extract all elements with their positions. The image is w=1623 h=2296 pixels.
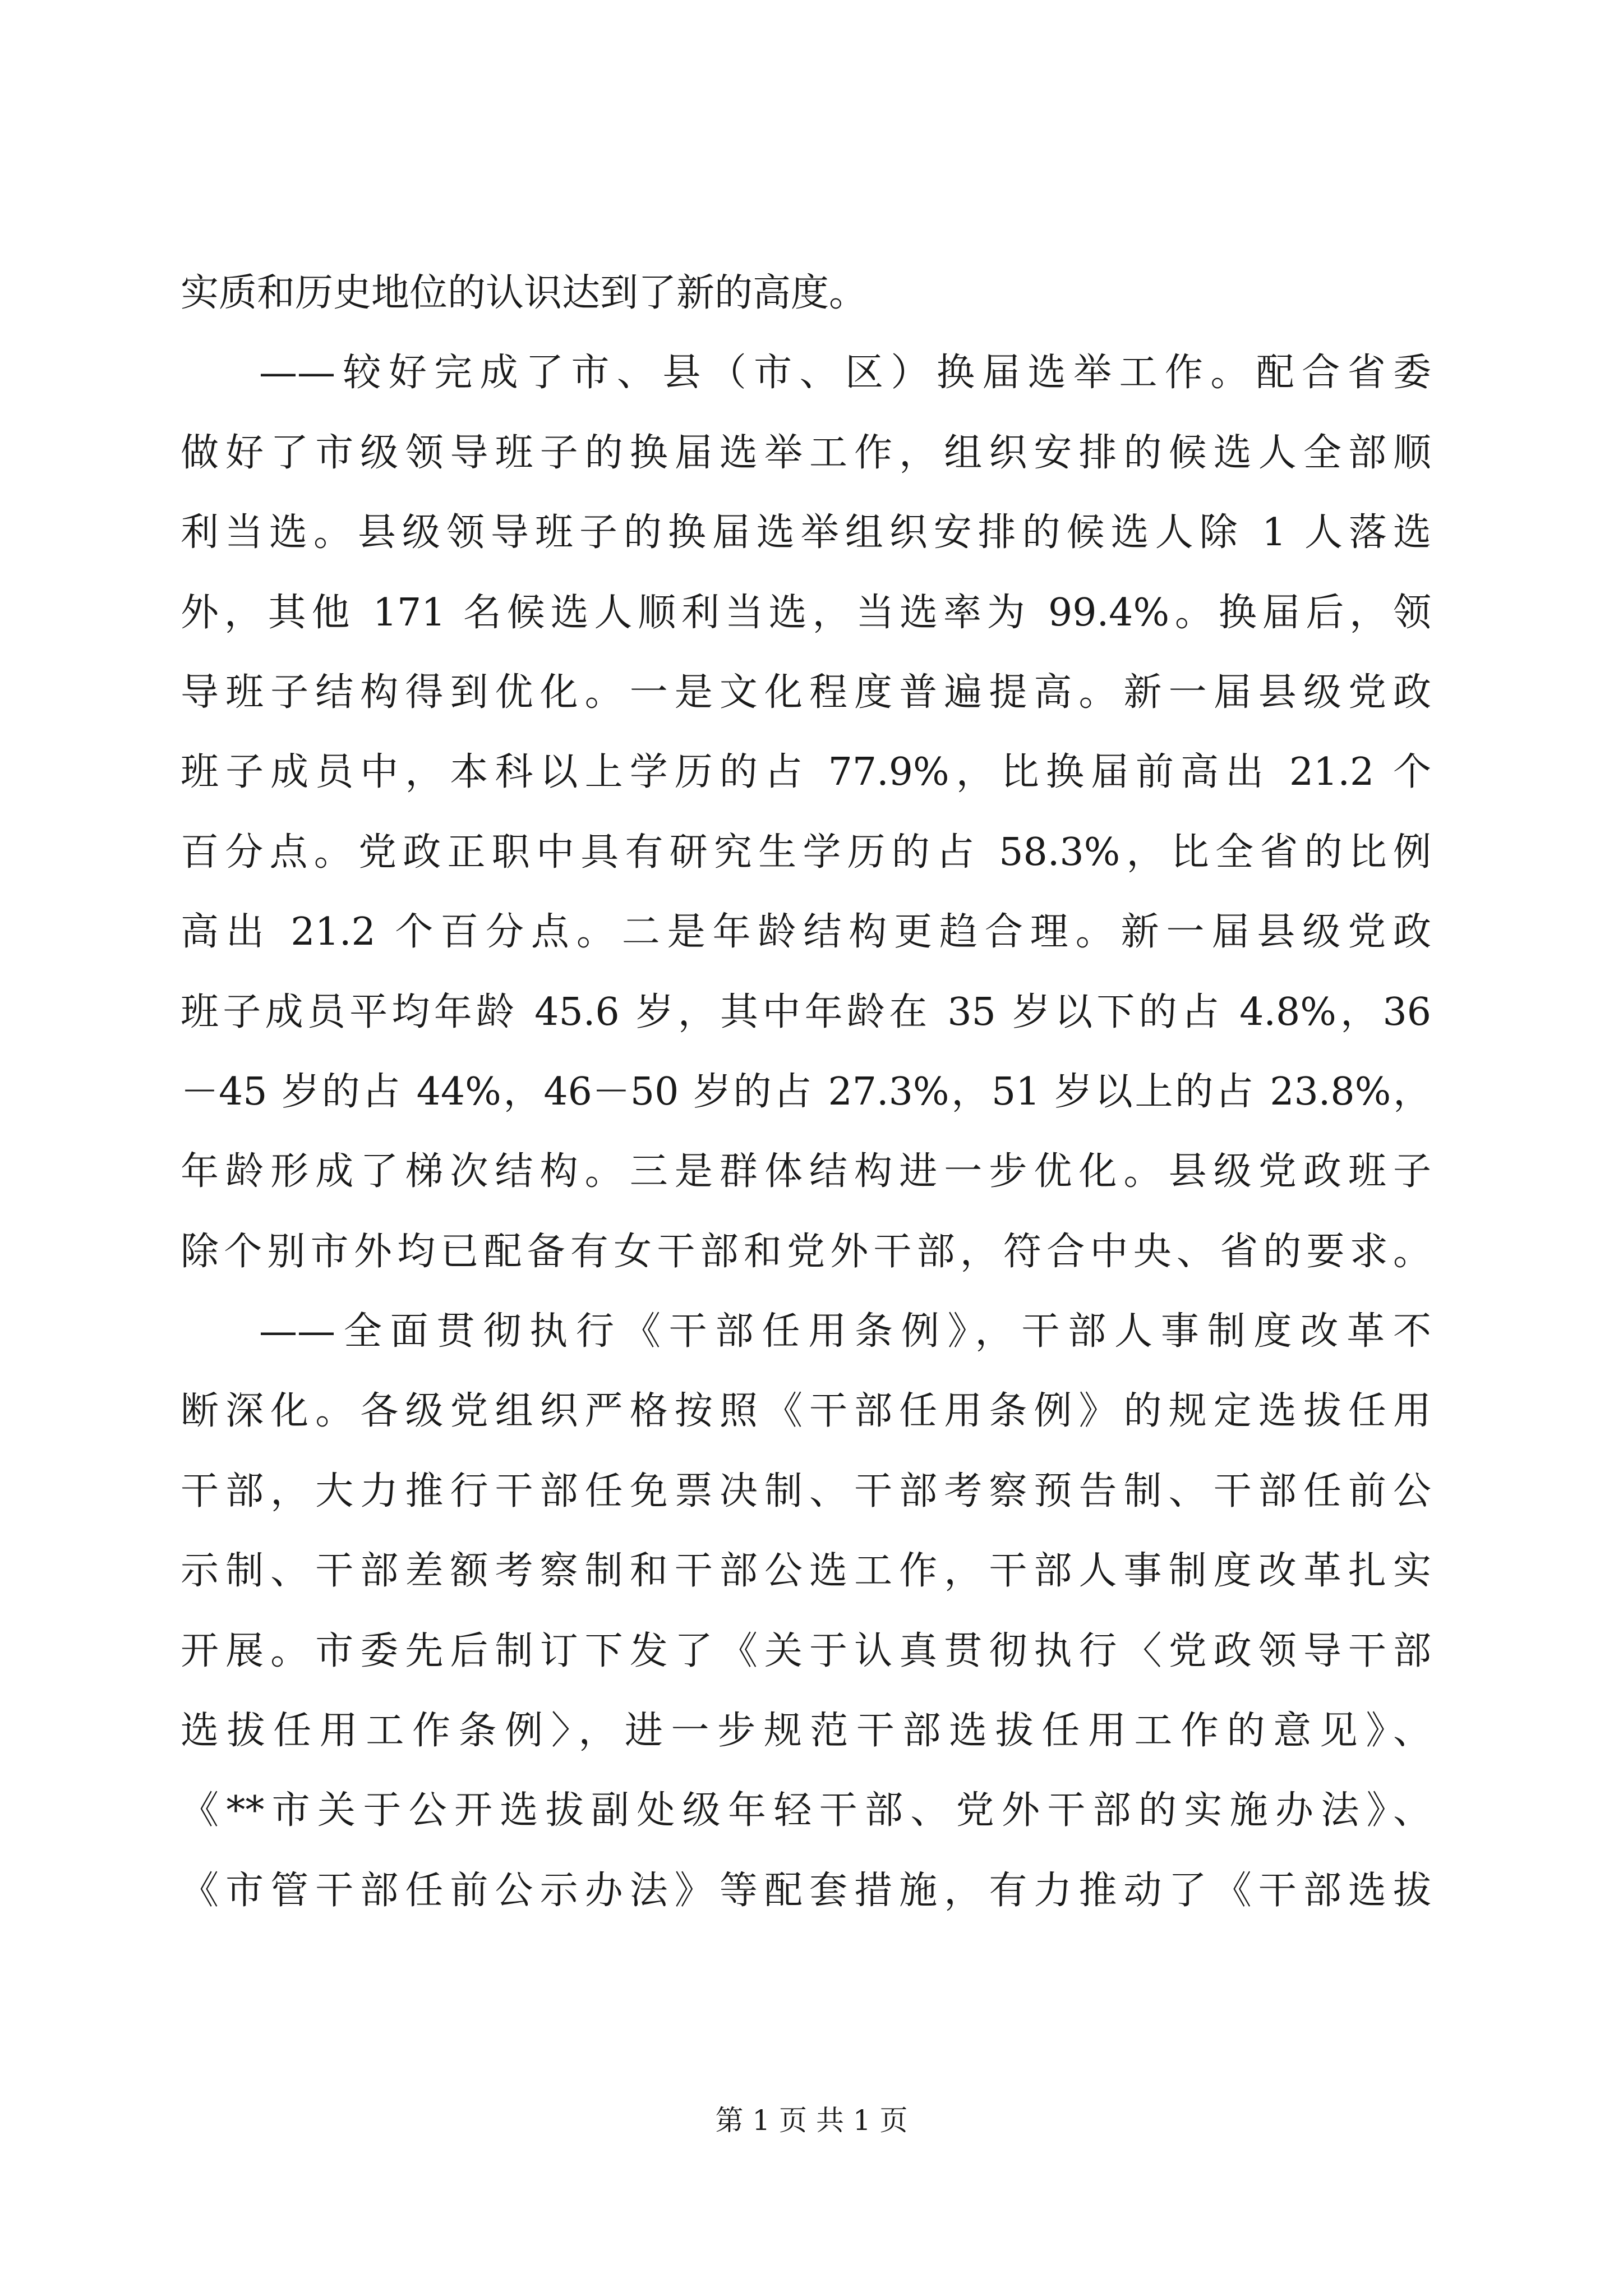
text-line: 断深化。各级党组织严格按照《干部任用条例》的规定选拔任用 [181, 1389, 1431, 1434]
text-line: 高出 21.2 个百分点。二是年龄结构更趋合理。新一届县级党政 [181, 910, 1431, 955]
text-line: 实质和历史地位的认识达到了新的高度。 [181, 271, 868, 315]
text-line: 示制、干部差额考察制和干部公选工作，干部人事制度改革扎实 [181, 1549, 1431, 1594]
text-line: －45 岁的占 44%，46－50 岁的占 27.3%，51 岁以上的占 23.8%， [181, 1069, 1431, 1114]
text-line: 《**市关于公开选拔副处级年轻干部、党外干部的实施办法》、 [181, 1788, 1431, 1833]
text-line: 干部，大力推行干部任免票决制、干部考察预告制、干部任前公 [181, 1469, 1431, 1513]
body-text [181, 254, 1431, 1931]
text-line: 外，其他 171 名候选人顺利当选，当选率为 99.4%。换届后，领 [181, 590, 1431, 635]
text-line: 《市管干部任前公示办法》等配套措施，有力推动了《干部选拔 [181, 1868, 1431, 1913]
text-line: 开展。市委先后制订下发了《关于认真贯彻执行〈党政领导干部 [181, 1628, 1431, 1673]
text-line: 百分点。党政正职中具有研究生学历的占 58.3%，比全省的比例 [181, 830, 1431, 875]
text-line: 导班子结构得到优化。一是文化程度普遍提高。新一届县级党政 [181, 670, 1431, 715]
text-line: 选拔任用工作条例〉，进一步规范干部选拔任用工作的意见》、 [181, 1709, 1431, 1754]
text-line: ——较好完成了市、县（市、区）换届选举工作。配合省委 [259, 351, 1431, 395]
text-line: 班子成员平均年龄 45.6 岁，其中年龄在 35 岁以下的占 4.8%，36 [181, 990, 1431, 1034]
text-line: 班子成员中，本科以上学历的占 77.9%，比换届前高出 21.2 个 [181, 750, 1431, 795]
page-footer: 第 1 页 共 1 页 [715, 2104, 908, 2137]
text-line: 年龄形成了梯次结构。三是群体结构进一步优化。县级党政班子 [181, 1149, 1431, 1194]
text-line: ——全面贯彻执行《干部任用条例》，干部人事制度改革不 [259, 1309, 1431, 1354]
text-line: 除个别市外均已配备有女干部和党外干部，符合中央、省的要求。 [181, 1229, 1431, 1274]
text-line: 利当选。县级领导班子的换届选举组织安排的候选人除 1 人落选 [181, 510, 1431, 555]
text-line: 做好了市级领导班子的换届选举工作，组织安排的候选人全部顺 [181, 430, 1431, 475]
